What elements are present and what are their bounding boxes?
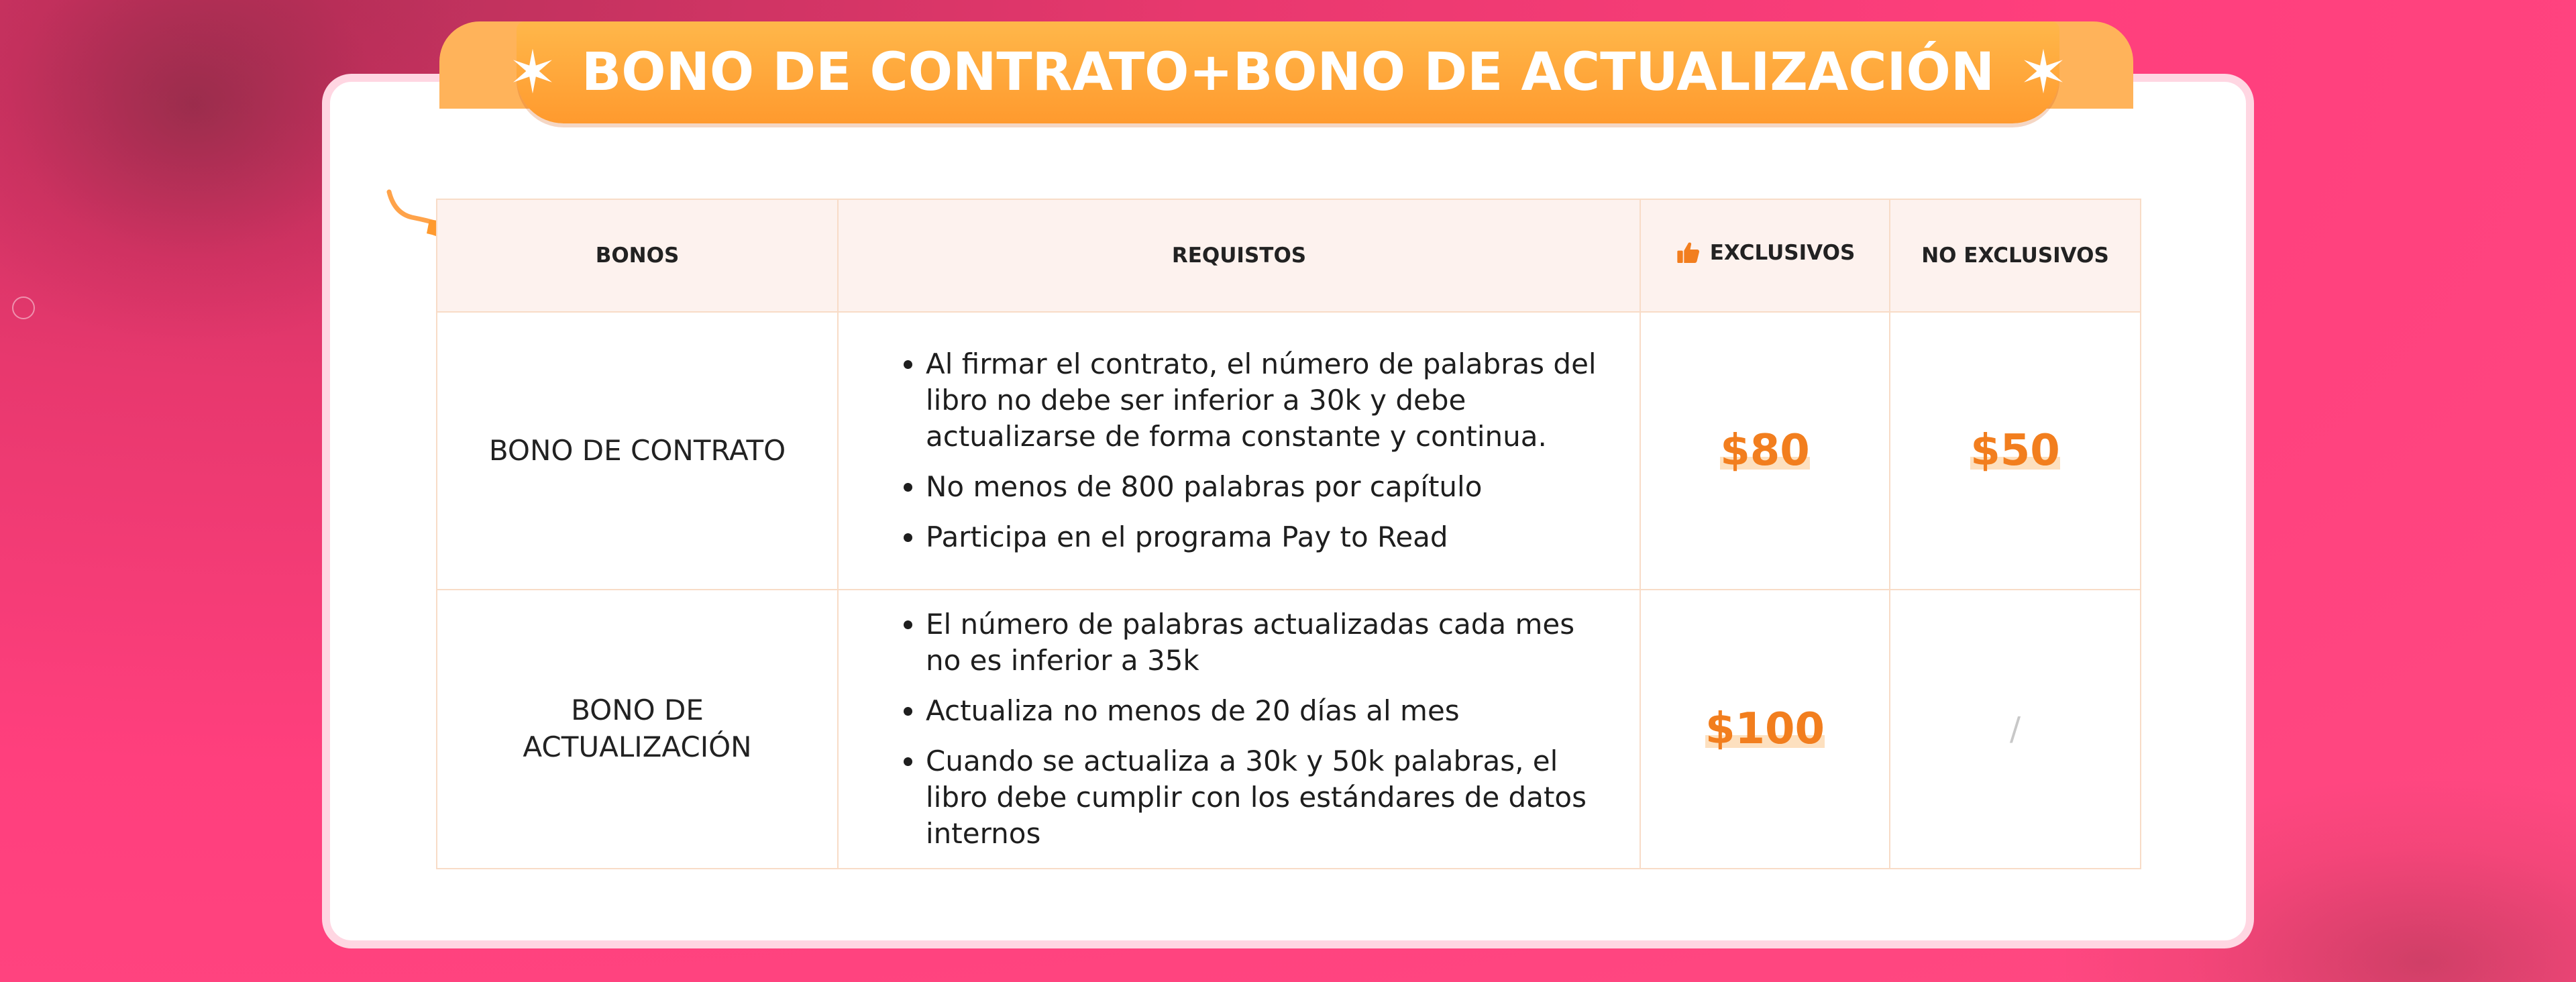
requirements-cell xyxy=(838,590,1640,869)
exclusive-amount-cell xyxy=(1640,312,1890,590)
banner-title: BONO DE CONTRATO+BONO DE ACTUALIZACIÓN xyxy=(581,42,1995,103)
banner-ribbon xyxy=(508,21,2068,123)
requirement-item: • El número de palabras actualizadas cada mes no es inferior a 35k xyxy=(926,606,1613,679)
non-exclusive-amount: $50 xyxy=(1970,426,2060,476)
thumbs-up-icon xyxy=(1675,239,1702,266)
requirement-item: • Al firmar el contrato, el número de palabras del libro no debe ser inferior a 30k y debe actualizarse de forma constante y continua. xyxy=(926,346,1613,455)
requirement-item: • Actualiza no menos de 20 días al mes xyxy=(926,693,1613,729)
bonus-table xyxy=(436,199,2141,869)
header-requistos: REQUISTOS xyxy=(838,199,1640,312)
star-icon-right: ✶ xyxy=(2019,38,2068,107)
table-row xyxy=(437,312,2141,590)
header-no-exclusivos: NO EXCLUSIVOS xyxy=(1890,199,2141,312)
table-row xyxy=(437,590,2141,869)
bono-name: BONO DE ACTUALIZACIÓN xyxy=(437,590,838,869)
non-exclusive-amount: / xyxy=(1890,590,2141,869)
header-exclusivos-label: EXCLUSIVOS xyxy=(1709,241,1856,265)
header-bonos: BONOS xyxy=(437,199,838,312)
requirement-item: • Participa en el programa Pay to Read xyxy=(926,519,1613,555)
non-exclusive-amount-cell xyxy=(1890,312,2141,590)
requirement-item: • No menos de 800 palabras por capítulo xyxy=(926,469,1613,505)
decorative-ring xyxy=(12,296,35,319)
exclusive-amount-cell xyxy=(1640,590,1890,869)
requirement-item: • Cuando se actualiza a 30k y 50k palabras, el libro debe cumplir con los estándares de datos internos xyxy=(926,743,1613,852)
requirements-list xyxy=(898,606,1613,852)
requirements-cell xyxy=(838,312,1640,590)
exclusive-amount: $80 xyxy=(1720,426,1810,476)
header-exclusivos xyxy=(1640,199,1890,312)
bono-name: BONO DE CONTRATO xyxy=(437,312,838,590)
table-header-row xyxy=(437,199,2141,312)
exclusive-amount: $100 xyxy=(1705,704,1825,754)
star-icon-left: ✶ xyxy=(508,38,557,107)
requirements-list xyxy=(898,346,1613,555)
